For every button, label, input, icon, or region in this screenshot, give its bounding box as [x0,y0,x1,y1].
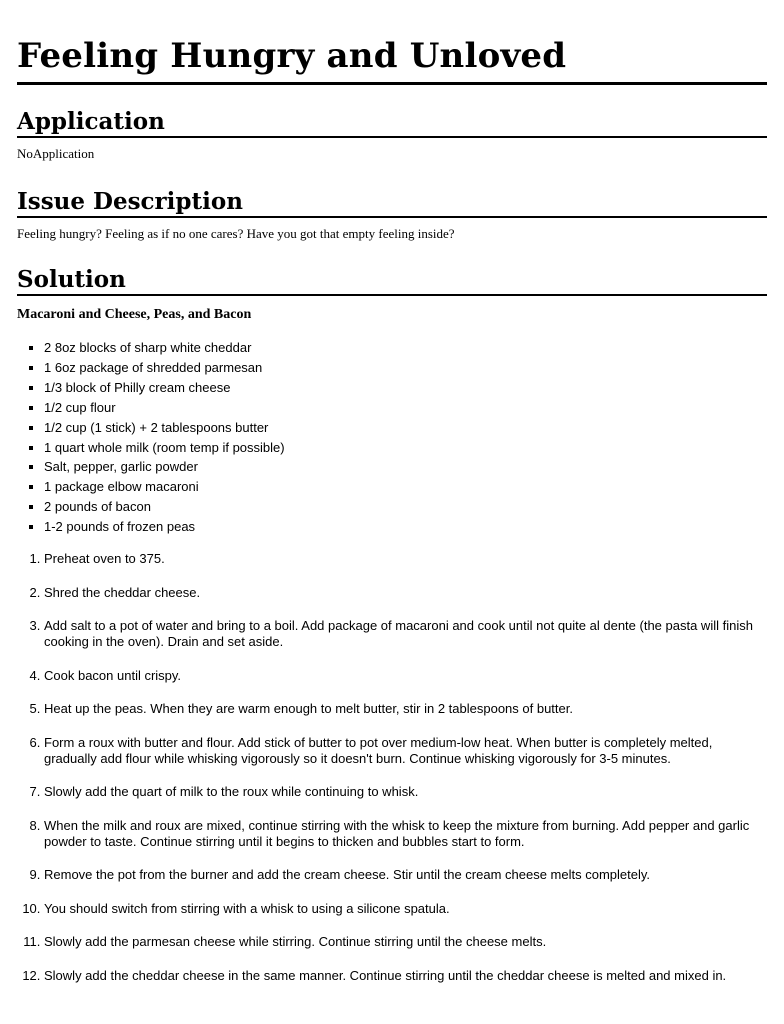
step-item: 11. Slowly add the parmesan cheese while stirring. Continue stirring until the cheese melts. [44,934,767,950]
ingredient-item: ▪ 1/3 block of Philly cream cheese [44,378,767,398]
ingredient-item: ▪ 1/2 cup (1 stick) + 2 tablespoons butter [44,418,767,438]
ingredient-list [17,338,767,537]
ingredient-item: ▪ 1/2 cup flour [44,398,767,418]
step-item: 5. Heat up the peas. When they are warm enough to melt butter, stir in 2 tablespoons of butter. [44,701,767,717]
step-list [17,551,767,984]
step-item: 9. Remove the pot from the burner and add the cream cheese. Stir until the cream cheese melts completely. [44,867,767,883]
ingredient-item: ▪ 1 package elbow macaroni [44,477,767,497]
ingredient-item: ▪ 2 8oz blocks of sharp white cheddar [44,338,767,358]
step-item: 10. You should switch from stirring with a whisk to using a silicone spatula. [44,901,767,917]
step-item: 3. Add salt to a pot of water and bring to a boil. Add package of macaroni and cook until not quite al dente (the pasta will finish cooking in the oven). Drain and set aside. [44,618,767,650]
step-item: 6. Form a roux with butter and flour. Add stick of butter to pot over medium-low heat. When butter is completely melted, gradually add flour while whisking vigorously so it doesn't burn. Continue whisking vigorously for 3-5 minutes. [44,735,767,767]
step-item: 2. Shred the cheddar cheese. [44,585,767,601]
step-item: 12. Slowly add the cheddar cheese in the same manner. Continue stirring until the cheddar cheese is melted and mixed in. [44,968,767,984]
issue-description-text: Feeling hungry? Feeling as if no one cares? Have you got that empty feeling inside? [17,226,455,241]
ingredient-item: ▪ 1 quart whole milk (room temp if possible) [44,438,767,458]
ingredient-item: ▪ 2 pounds of bacon [44,497,767,517]
page-title: Feeling Hungry and Unloved [17,0,767,85]
ingredient-item: ▪ Salt, pepper, garlic powder [44,457,767,477]
application-value: NoApplication [17,146,95,161]
ingredient-item: ▪ 1 6oz package of shredded parmesan [44,358,767,378]
application-heading: Application [17,108,767,138]
step-item: 7. Slowly add the quart of milk to the roux while continuing to whisk. [44,784,767,800]
step-item: 4. Cook bacon until crispy. [44,668,767,684]
step-item: 1. Preheat oven to 375. [44,551,767,567]
recipe-title: Macaroni and Cheese, Peas, and Bacon [17,307,252,322]
ingredient-item: ▪ 1-2 pounds of frozen peas [44,517,767,537]
issue-description-heading: Issue Description [17,188,767,218]
solution-heading: Solution [17,266,767,296]
step-item: 8. When the milk and roux are mixed, continue stirring with the whisk to keep the mixture from burning. Add pepper and garlic powder to taste. Continue stirring until it begins to thicken and bubbles start to form. [44,818,767,850]
